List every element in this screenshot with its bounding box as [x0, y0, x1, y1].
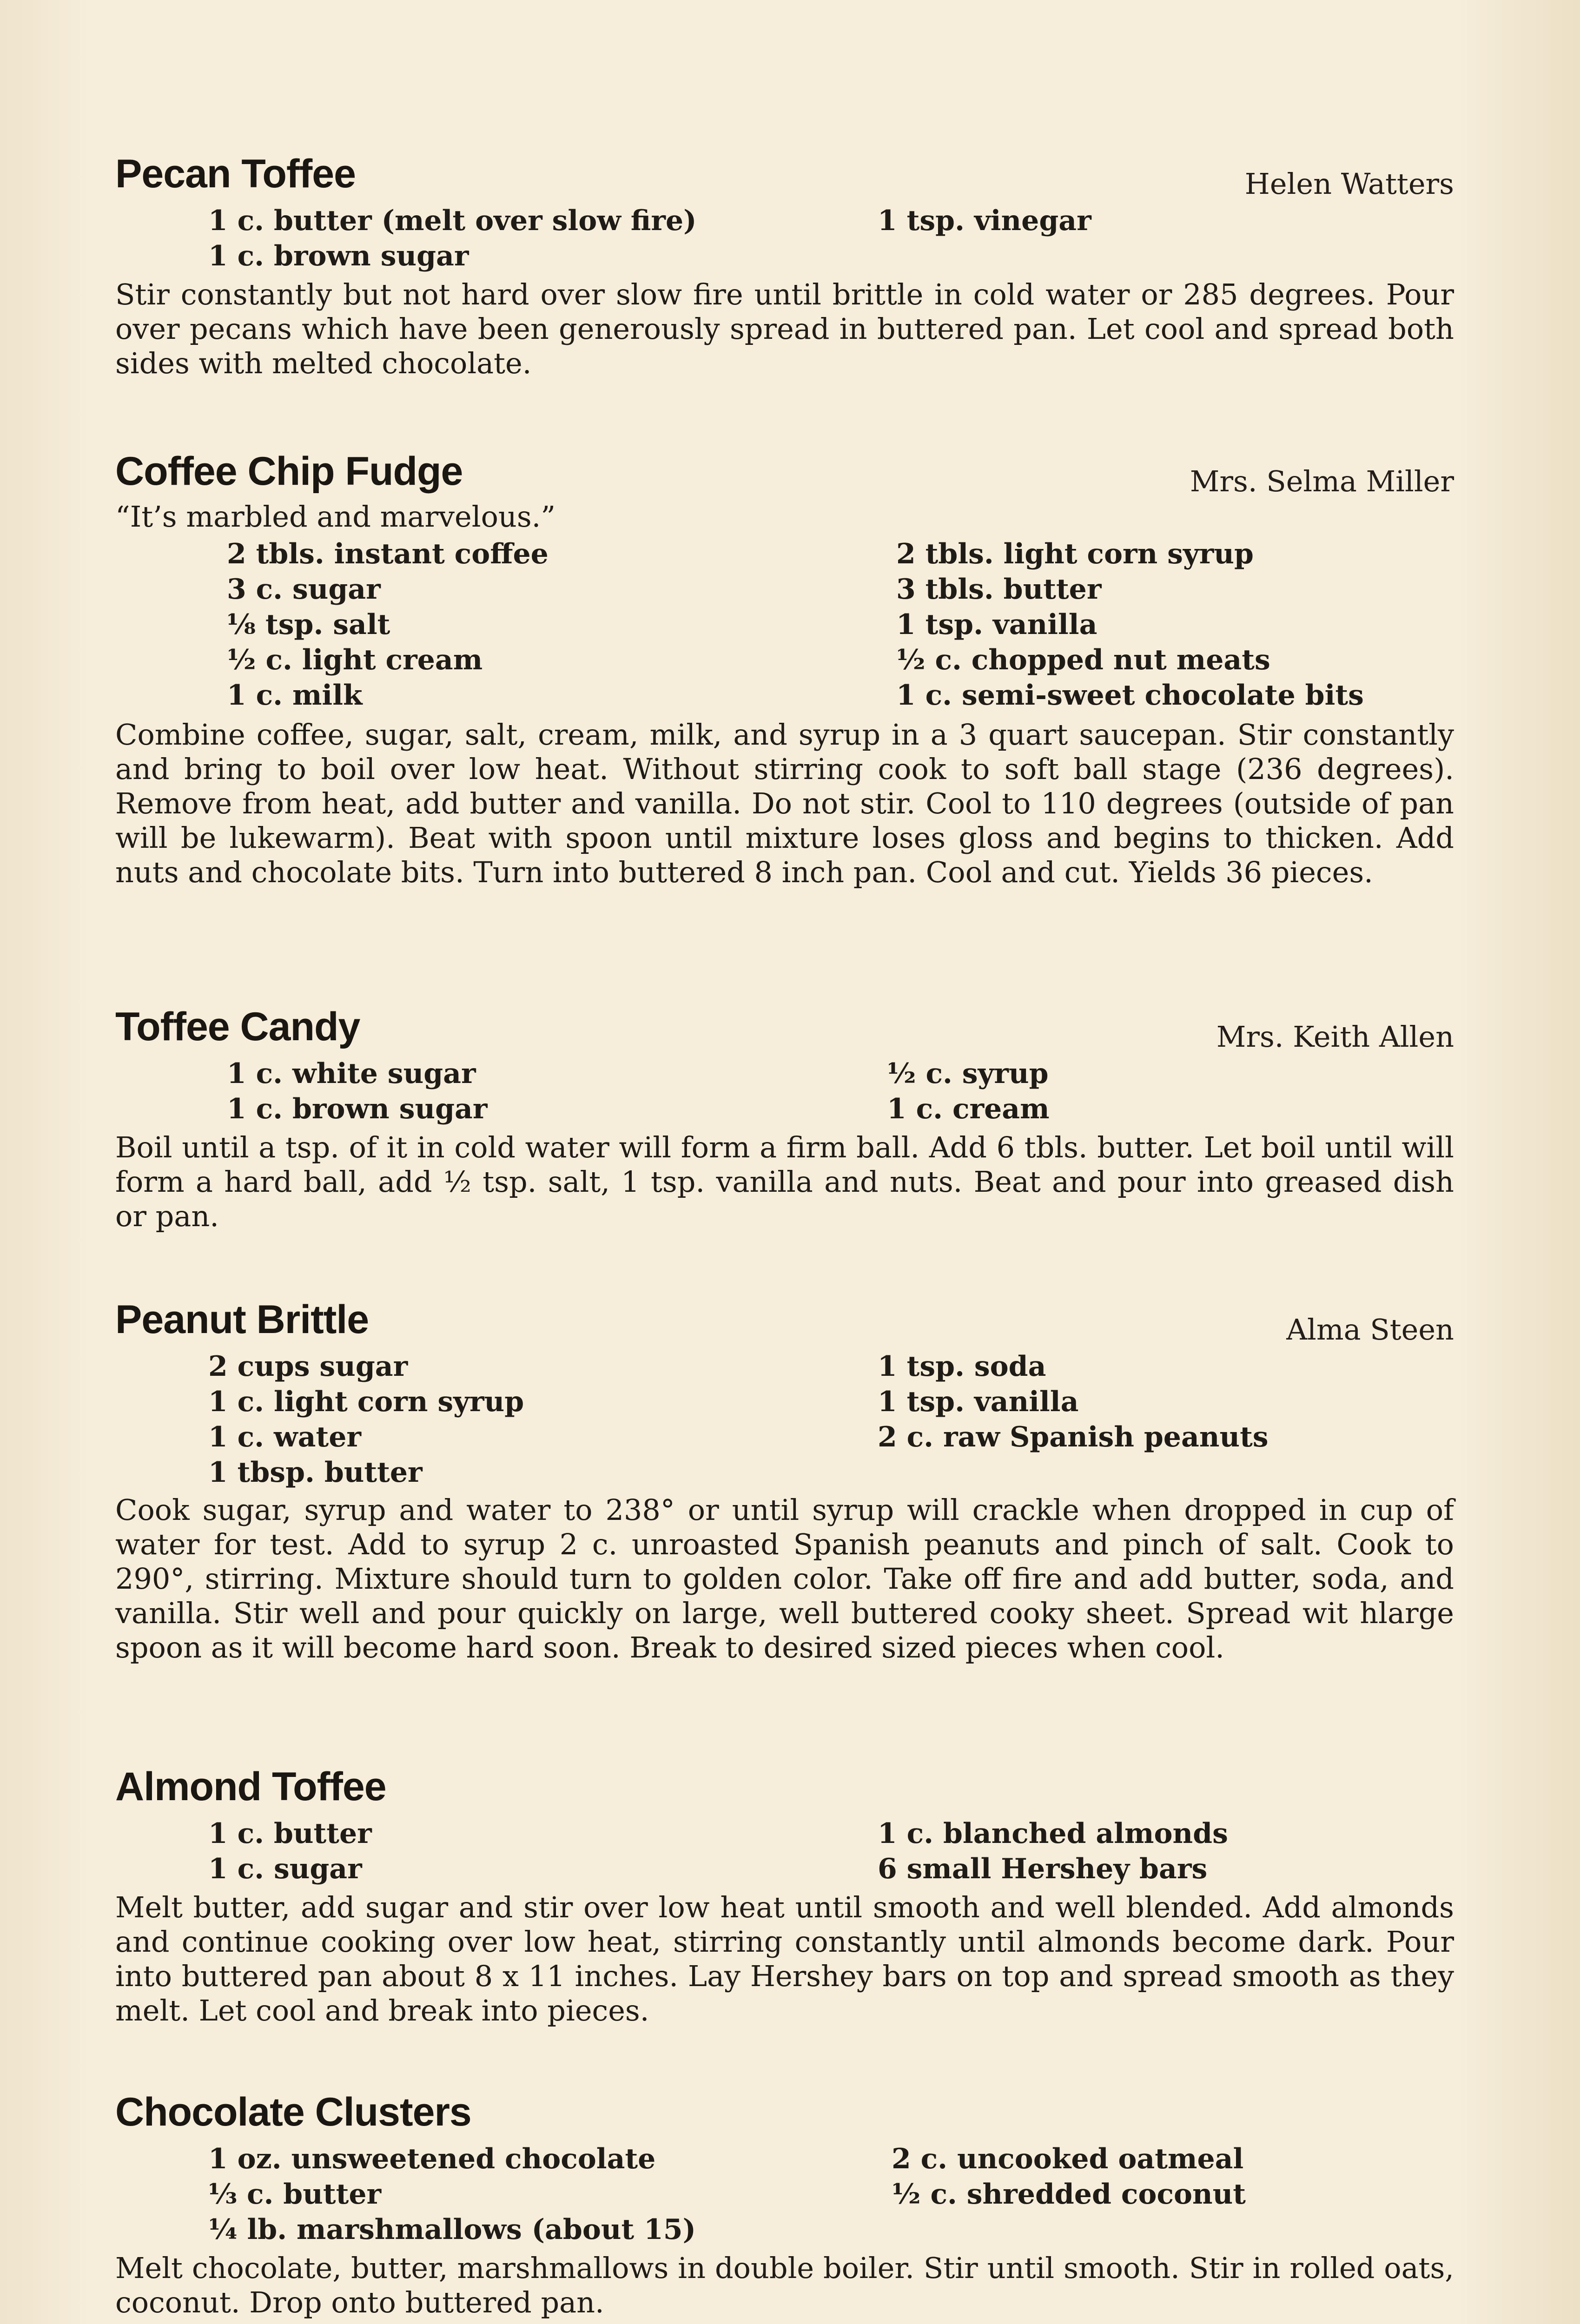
ingredient: ½ c. chopped nut meats: [896, 644, 1270, 676]
ingredient: 2 c. uncooked oatmeal: [892, 2143, 1244, 2175]
recipe-peanut-brittle: [115, 1297, 1454, 1665]
recipe-instructions: Combine coffee, sugar, salt, cream, milk, and syrup in a 3 quart saucepan. Stir constantly and bring to boil over low heat. Without stirring cook to soft ball stage (236 degrees). Remove from heat, add butter and vanilla. Do not stir. Cool to 110 degrees (outside of pan will be lukewarm). Beat with spoon until mixture loses gloss and begins to thicken. Add nuts and chocolate bits. Turn into buttered 8 inch pan. Cool and cut. Yields 36 pieces.: [115, 718, 1454, 889]
ingredient: 1 tsp. soda: [878, 1350, 1046, 1383]
recipe-instructions: Melt butter, add sugar and stir over low heat until smooth and well blended. Add almonds and continue cooking over low heat, stirring constantly until almonds become dark. Pour into buttered pan about 8 x 11 inches. Lay Hershey bars on top and spread smooth as they melt. Let cool and break into pieces.: [115, 1890, 1454, 2027]
ingredient: 2 tbls. instant coffee: [227, 538, 549, 570]
recipe-title: Almond Toffee: [115, 1764, 386, 1809]
ingredient: 1 c. milk: [227, 679, 363, 712]
recipe-author: Alma Steen: [1286, 1313, 1454, 1347]
recipe-header: [115, 1004, 1454, 1060]
ingredient-list: [115, 2141, 1454, 2251]
recipe-author: Mrs. Keith Allen: [1216, 1020, 1454, 1054]
ingredient-list: [115, 203, 1454, 277]
ingredient: 1 c. brown sugar: [208, 240, 469, 272]
recipe-title: Toffee Candy: [115, 1004, 360, 1049]
ingredient: 6 small Hershey bars: [878, 1853, 1208, 1885]
ingredient: 1 c. butter: [208, 1817, 372, 1850]
ingredient: 1 c. butter (melt over slow fire): [208, 205, 697, 237]
ingredient: 1 c. light corn syrup: [208, 1386, 524, 1418]
recipe-author: Helen Watters: [1244, 167, 1454, 201]
ingredient: 1 c. cream: [887, 1093, 1050, 1125]
recipe-instructions: Cook sugar, syrup and water to 238° or until syrup will crackle when dropped in cup of water for test. Add to syrup 2 c. unroasted Spanish peanuts and pinch of salt. Cook to 290°, stirring. Mixture should turn to golden color. Take off fire and add butter, soda, and vanilla. Stir well and pour quickly on large, well buttered cooky sheet. Spread wit hlarge spoon as it will become hard soon. Break to desired sized pieces when cool.: [115, 1493, 1454, 1664]
ingredient: ½ c. shredded coconut: [892, 2178, 1246, 2211]
ingredient: 3 c. sugar: [227, 573, 381, 606]
ingredient: 1 tbsp. butter: [208, 1456, 423, 1489]
recipe-title: Chocolate Clusters: [115, 2090, 471, 2134]
ingredient: 2 tbls. light corn syrup: [896, 538, 1254, 570]
ingredient: ⅛ tsp. salt: [227, 608, 390, 641]
recipe-header: [115, 449, 1454, 504]
recipe-instructions: Boil until a tsp. of it in cold water will form a firm ball. Add 6 tbls. butter. Let boil until will form a hard ball, add ½ tsp. salt, 1 tsp. vanilla and nuts. Beat and pour into greased dish or pan.: [115, 1130, 1454, 1233]
recipe-header: [115, 2089, 1454, 2145]
recipe-title: Peanut Brittle: [115, 1297, 369, 1342]
recipe-author: Mrs. Selma Miller: [1190, 464, 1454, 498]
recipe-header: [115, 151, 1454, 207]
recipe-toffee-candy: [115, 1004, 1454, 1234]
ingredient: 1 tsp. vanilla: [896, 608, 1097, 641]
recipe-instructions: Stir constantly but not hard over slow fire until brittle in cold water or 285 degrees. Pour over pecans which have been generously spread in buttered pan. Let cool and spread both sides with melted chocolate.: [115, 277, 1454, 380]
recipe-title: Pecan Toffee: [115, 152, 356, 196]
ingredient: ¼ lb. marshmallows (about 15): [208, 2213, 696, 2246]
ingredient: 2 cups sugar: [208, 1350, 408, 1383]
ingredient-list: [115, 536, 1454, 718]
recipe-header: [115, 1297, 1454, 1353]
ingredient: 1 tsp. vinegar: [878, 205, 1091, 237]
recipe-header: [115, 1764, 1454, 1820]
ingredient: 1 c. semi-sweet chocolate bits: [896, 679, 1364, 712]
ingredient: 1 c. brown sugar: [227, 1093, 488, 1125]
recipe-almond-toffee: [115, 1764, 1454, 2028]
ingredient-list: [115, 1349, 1454, 1493]
recipe-coffee-chip-fudge: [115, 449, 1454, 890]
ingredient: ½ c. light cream: [227, 644, 483, 676]
ingredient: 2 c. raw Spanish peanuts: [878, 1421, 1269, 1453]
ingredient: 3 tbls. butter: [896, 573, 1102, 606]
ingredient: 1 tsp. vanilla: [878, 1386, 1079, 1418]
ingredient: 1 c. white sugar: [227, 1057, 476, 1090]
ingredient-list: [115, 1816, 1454, 1890]
ingredient: ½ c. syrup: [887, 1057, 1049, 1090]
recipe-instructions: Melt chocolate, butter, marshmallows in double boiler. Stir until smooth. Stir in rolled oats, coconut. Drop onto buttered pan.: [115, 2251, 1454, 2319]
ingredient: 1 c. sugar: [208, 1853, 362, 1885]
ingredient: 1 c. water: [208, 1421, 361, 1453]
recipe-quote: “It’s marbled and marvelous.”: [115, 500, 556, 534]
recipe-title: Coffee Chip Fudge: [115, 449, 463, 494]
ingredient: 1 oz. unsweetened chocolate: [208, 2143, 656, 2175]
ingredient-list: [115, 1056, 1454, 1130]
recipe-chocolate-clusters: [115, 2089, 1454, 2320]
ingredient: ⅓ c. butter: [208, 2178, 382, 2211]
recipe-pecan-toffee: [115, 151, 1454, 381]
ingredient: 1 c. blanched almonds: [878, 1817, 1228, 1850]
